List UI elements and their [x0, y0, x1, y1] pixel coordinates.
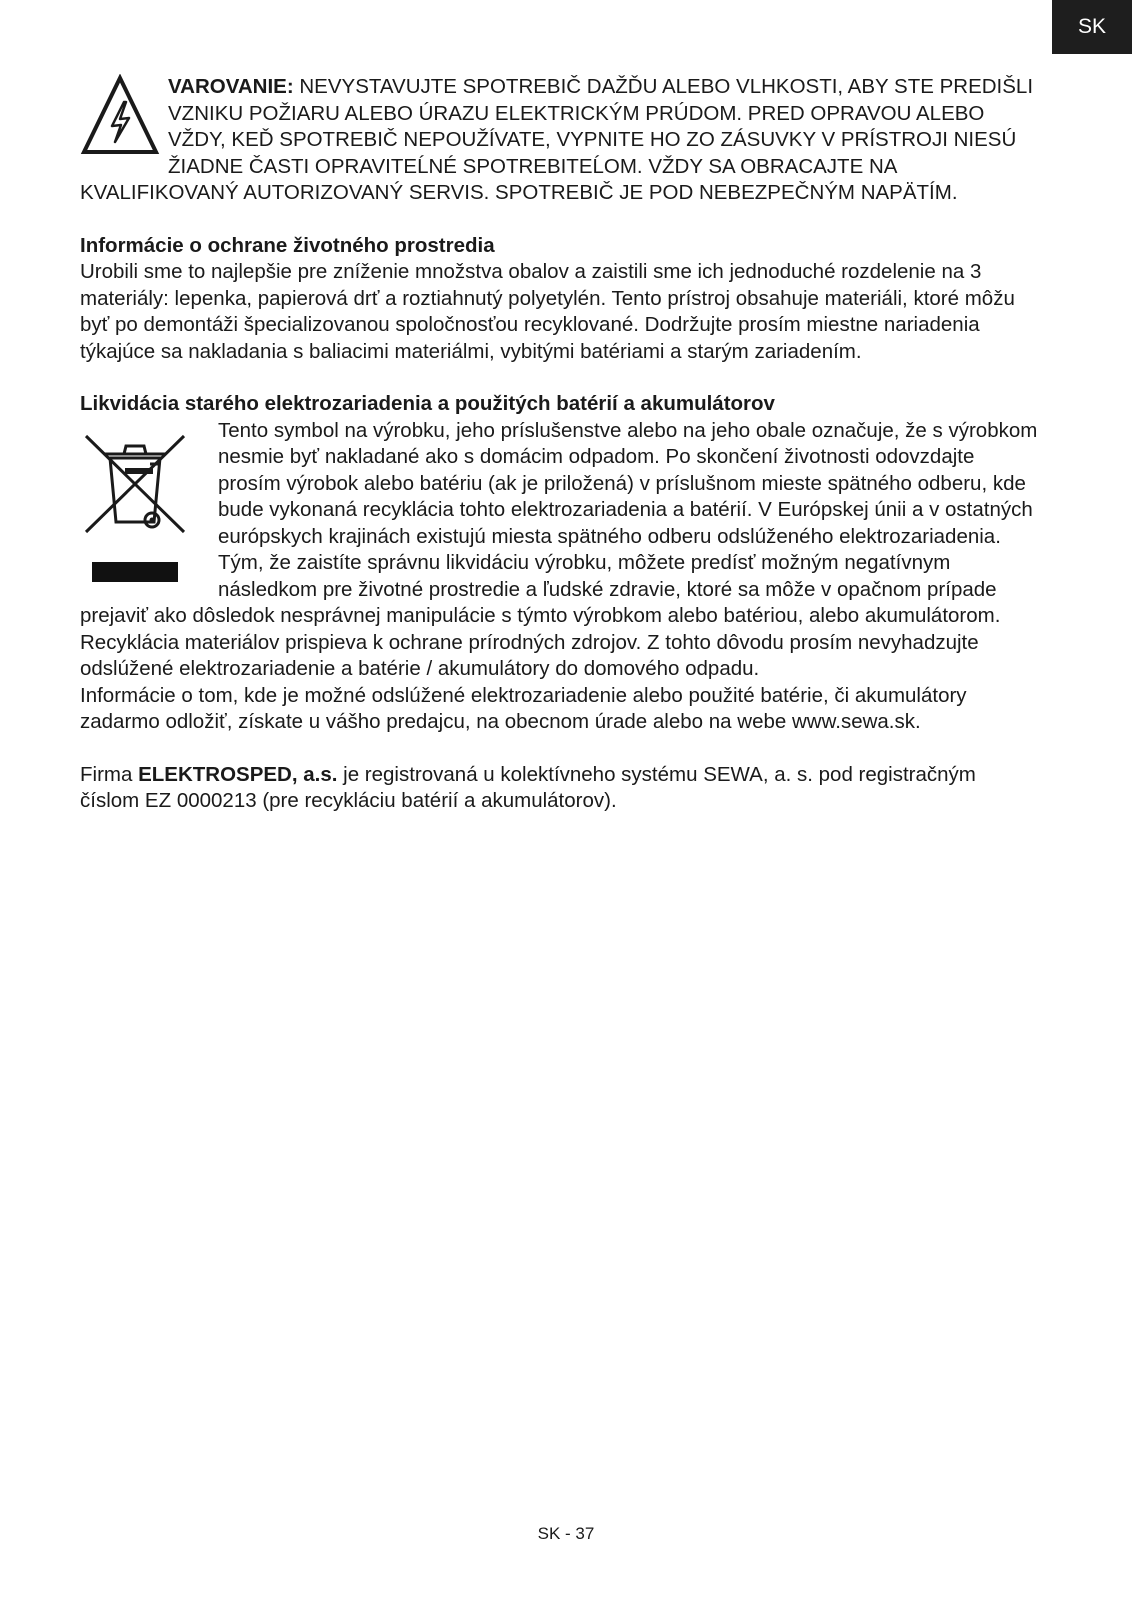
- registration-prefix: Firma: [80, 762, 139, 786]
- electric-shock-warning-icon: [80, 74, 160, 156]
- disposal-text: Tento symbol na výrobku, jeho príslušenstve alebo na jeho obale označuje, že s výrobkom nesmie byť nakladané ako s domácim odpadom. Po skončení životnosti odovzdajte prosím výrobok alebo batériu (ak je priložená) v príslušnom mieste spätného odberu, kde bude vykonaná recyklácia tohto elektrozariadenia a batérií. V Európskej únii a v ostatných európskych krajinách existujú miesta spätného odberu odslúženého elektrozariadenia. Tým, že zaistíte správnu likvidáciu výrobku, môžete predísť možným negatívnym následkom pre životné prostredie a ľudské zdravie, ktoré sa môže v opačnom prípade prejaviť ako dôsledok nesprávnej manipulácie s týmto výrobkom alebo batériou, alebo akumulátorom. Recyklácia materiálov prispieva k ochrane prírodných zdrojov. Z tohto dôvodu prosím nevyhadzujte odslúžené elektrozariadenie a batérie / akumulátory do domového odpadu.: [80, 418, 1038, 680]
- registration-company: ELEKTROSPED, a.s.: [138, 762, 338, 786]
- environment-text: Urobili sme to najlepšie pre zníženie množstva obalov a zaistili sme ich jednoduché rozdelenie na 3 materiály: lepenka, papierová drť a roztiahnutý polyetylén. Tento prístroj obsahuje materiáli, ktoré môžu byť po demontáži špecializovanou spoločnosťou recyklované. Dodržujte prosím miestne nariadenia týkajúce sa nakladania s baliacimi materiálmi, vybitými batériami a starým zariadením.: [80, 260, 1015, 363]
- warning-section: [80, 74, 1040, 207]
- page-number: SK - 37: [537, 1524, 595, 1543]
- environment-section: [80, 233, 1040, 366]
- registration-section: [80, 762, 1040, 815]
- disposal-info-text: Informácie o tom, kde je možné odslúžené elektrozariadenie alebo použité batérie, či akumulátory zadarmo odložiť, získate u vášho predajcu, na obecnom úrade alebo na webe www.sewa.sk.: [80, 683, 967, 733]
- crossed-out-wheelie-bin-icon: [80, 428, 190, 588]
- warning-body: NEVYSTAVUJTE SPOTREBIČ DAŽĎU ALEBO VLHKOSTI, ABY STE PREDIŠLI VZNIKU POŽIARU ALEBO ÚRAZU ELEKTRICKÝM PRÚDOM. PRED OPRAVOU ALEBO VŽDY, KEĎ SPOTREBIČ NEPOUŽÍVATE, VYPNITE HO ZO ZÁSUVKY V PRÍSTROJI NIESÚ ŽIADNE ČASTI OPRAVITEĹNÉ SPOTREBITEĹOM. VŽDY SA OBRACAJTE NA KVALIFIKOVANÝ AUTORIZOVANÝ SERVIS. SPOTREBIČ JE POD NEBEZPEČNÝM NAPÄTÍM.: [80, 75, 1034, 204]
- page-content: [80, 74, 1040, 815]
- language-tab: SK: [1052, 0, 1132, 54]
- environment-heading: Informácie o ochrane životného prostredia: [80, 233, 495, 257]
- disposal-section: [80, 391, 1040, 736]
- disposal-heading: Likvidácia starého elektrozariadenia a použitých batérií a akumulátorov: [80, 392, 775, 415]
- warning-label: VAROVANIE:: [168, 75, 294, 98]
- warning-text: [80, 74, 1040, 207]
- registration-text: [80, 762, 1040, 815]
- registration-suffix: je registrovaná u kolektívneho systému SEWA, a. s. pod registračným číslom EZ 0000213 (pre recykláciu batérií a akumulátorov).: [80, 762, 976, 812]
